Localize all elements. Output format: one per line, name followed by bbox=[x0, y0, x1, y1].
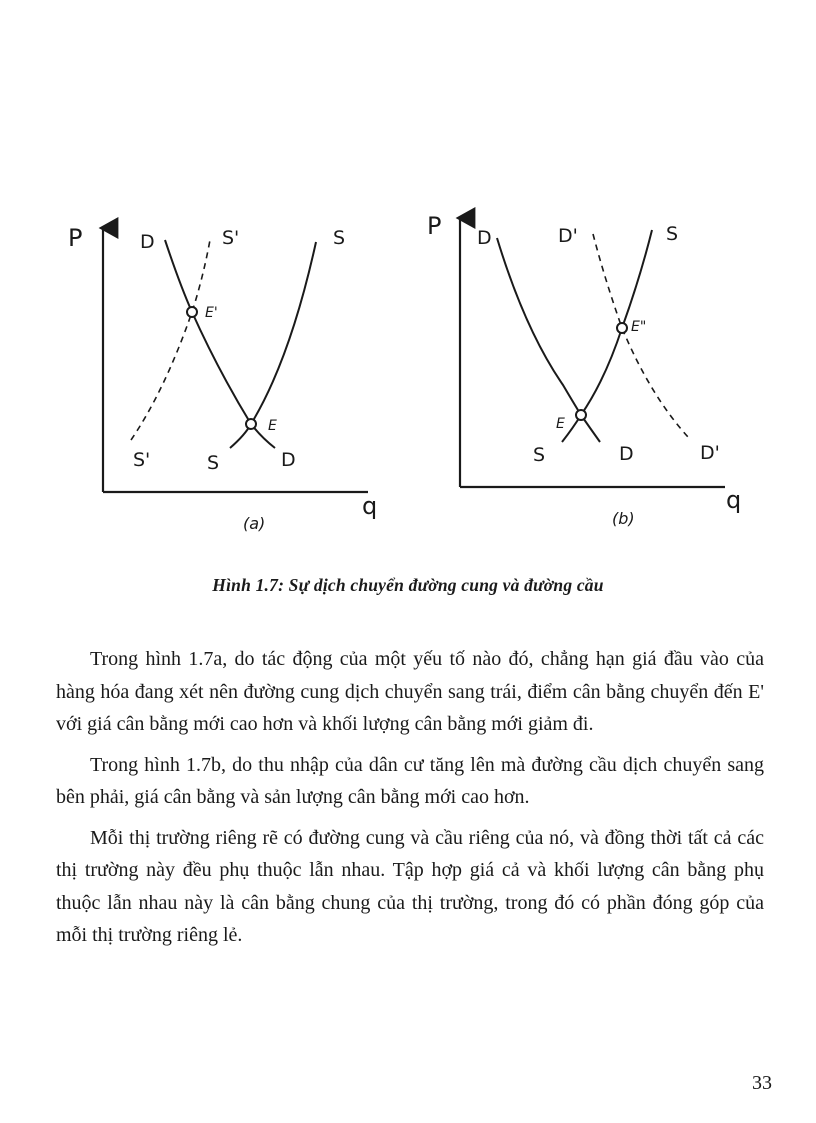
panel-b-label-d-bottom: D bbox=[619, 443, 634, 465]
page-number: 33 bbox=[752, 1072, 772, 1094]
panel-b-label-d-prime-top: D' bbox=[558, 225, 578, 247]
panel-b-point-e bbox=[576, 410, 586, 420]
supply-demand-diagrams bbox=[0, 190, 816, 550]
panel-a-label-s-bottom: S bbox=[207, 452, 220, 474]
panel-b-label-d-top: D bbox=[477, 227, 492, 249]
figure-1-7 bbox=[0, 190, 816, 550]
panel-a-new-supply-curve bbox=[131, 240, 210, 440]
paragraph: Trong hình 1.7b, do thu nhập của dân cư tăng lên mà đường cầu dịch chuyển sang bên phải, giá cân bằng và sản lượng cân bằng mới cao hơn. bbox=[56, 753, 764, 808]
paragraph: Trong hình 1.7a, do tác động của một yếu tố nào đó, chẳng hạn giá đầu vào của hàng hóa đang xét nên đường cung dịch chuyển sang trái, điểm cân bằng chuyển đến E' với giá cân bằng mới cao hơn và khối lượng cân bằng mới giảm đi. bbox=[56, 648, 764, 735]
panel-a-label-e: E bbox=[268, 418, 277, 434]
panel-a-sublabel: (a) bbox=[243, 514, 266, 533]
panel-b-point-e-new bbox=[617, 323, 627, 333]
paragraph: Mỗi thị trường riêng rẽ có đường cung và cầu riêng của nó, và đồng thời tất cả các thị trường này đều phụ thuộc lẫn nhau. Tập hợp giá cả và khối lượng cân bằng phụ thuộc lẫn nhau này là cân bằng chung của thị trường, trong đó có phần đóng góp của mỗi thị trường riêng lẻ. bbox=[56, 826, 764, 946]
panel-b-label-d-prime-bottom: D' bbox=[700, 442, 720, 464]
panel-b bbox=[427, 212, 741, 528]
panel-a bbox=[68, 224, 377, 533]
panel-b-label-e: E bbox=[556, 416, 565, 432]
panel-b-axis-q-label: q bbox=[726, 486, 742, 514]
panel-b-new-demand-curve bbox=[593, 234, 688, 437]
panel-b-label-s-bottom: S bbox=[533, 444, 546, 466]
panel-b-supply-curve bbox=[562, 230, 652, 442]
panel-a-label-d-bottom: D bbox=[281, 449, 296, 471]
panel-b-sublabel: (b) bbox=[612, 509, 635, 528]
panel-a-label-e-prime: E' bbox=[205, 305, 218, 321]
panel-b-axis-p-label: P bbox=[427, 212, 442, 240]
panel-a-label-s-prime-top: S' bbox=[222, 227, 240, 249]
panel-a-label-s-prime-bottom: S' bbox=[133, 449, 151, 471]
panel-a-point-e-new bbox=[187, 307, 197, 317]
figure-caption: Hình 1.7: Sự dịch chuyển đường cung và đường cầu bbox=[212, 575, 604, 595]
panel-b-label-s-top: S bbox=[666, 223, 679, 245]
panel-a-demand-curve bbox=[165, 240, 275, 448]
panel-b-label-e-new: E" bbox=[631, 319, 647, 335]
body-text bbox=[56, 643, 764, 960]
panel-a-label-s-top: S bbox=[333, 227, 346, 249]
panel-a-axis-q-label: q bbox=[362, 492, 378, 520]
panel-a-point-e bbox=[246, 419, 256, 429]
panel-a-label-d-top: D bbox=[140, 231, 155, 253]
panel-a-axis-p-label: P bbox=[68, 224, 83, 252]
